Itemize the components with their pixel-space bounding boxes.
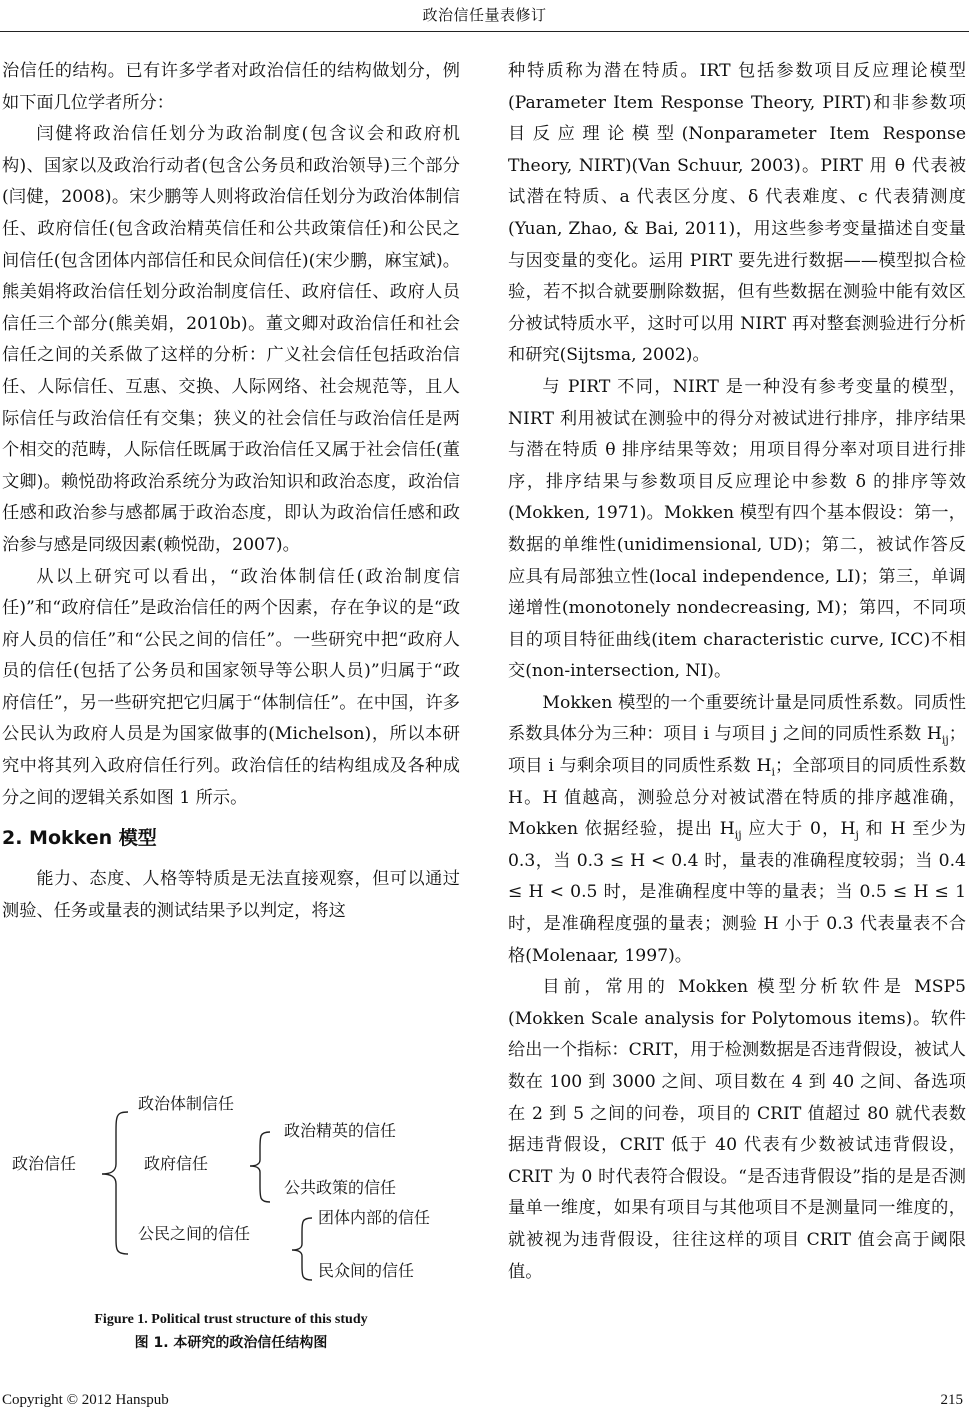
gov-brace [250, 1132, 270, 1202]
citizen-brace [292, 1218, 312, 1280]
main-brace [102, 1112, 128, 1254]
figure-caption-chinese: 图 1. 本研究的政治信任结构图 [134, 1335, 328, 1351]
right-paragraph-1: 种特质称为潜在特质。IRT 包括参数项目反应理论模型(Parameter Item Response Theory, PIRT)和非参数项目反应理论模型(Nonparameter Item Response Theory, NIRT)(Van Schuur, 2003)。PIRT 用 θ 代表被试潜在特质、a 代表区分度、δ 代表难度、c 代表猜测度(Yuan, Zhao, & Bai, 2011)，用这些参考变量描述自变量与因变量的变化。运用 PIRT 要先进行数据——模型拟合检验，若不拟合就要删除数据，但有些数据在测验中能有效区分被试特质水平，这时可以用 NIRT 再对整套测验进行分析和研究(Sijtsma, 2002)。 [508, 61, 966, 366]
right-paragraph-3 [508, 688, 966, 972]
footer-copyright: Copyright © 2012 Hanspub [2, 1392, 169, 1408]
figure-node-public-trust: 民众间的信任 [318, 1261, 415, 1280]
left-paragraph-2: 闫健将政治信任划分为政治制度(包含议会和政府机构)、国家以及政治行动者(包含公务员和政治领导)三个部分(闫健，2008)。宋少鹏等人则将政治信任划分为政治体制信任、政府信任(包含政治精英信任和公共政策信任)和公民之间信任(包含团体内部信任和民众间信任)(宋少鹏，麻宝斌)。熊美娟将政治信任划分政治制度信任、政府信任、政府人员信任三个部分(熊美娟，2010b)。董文卿对政治信任和社会信任之间的关系做了这样的分析：广义社会信任包括政治信任、人际信任、互惠、交换、人际网络、社会规范等，且人际信任与政治信任有交集；狭义的社会信任与政治信任是两个相交的范畴，人际信任既属于政治信任又属于社会信任(董文卿)。赖悦劭将政治系统分为政治知识和政治态度，政治信任感和政治参与感都属于政治态度，即认为政治信任感和政治参与感是同级因素(赖悦劭，2007)。 [2, 124, 460, 555]
figure-node-group-trust: 团体内部的信任 [318, 1208, 431, 1227]
left-paragraph-1: 治信任的结构。已有许多学者对政治信任的结构做划分，例如下面几位学者所分： [2, 61, 460, 113]
running-header-title: 政治信任量表修订 [422, 6, 547, 24]
figure-political-trust-structure [2, 1094, 460, 1294]
figure-node-policy-trust: 公共政策的信任 [284, 1178, 397, 1197]
right-column [508, 56, 966, 1288]
figure-root-node: 政治信任 [12, 1154, 77, 1173]
right-paragraph-2: 与 PIRT 不同，NIRT 是一种没有参考变量的模型，NIRT 利用被试在测验中的得分对被试进行排序，排序结果与潜在特质 θ 排序结果等效；用项目得分率对项目进行排序，排序结果与参数项目反应理论中参数 δ 的排序等效(Mokken, 1971)。Mokken 模型有四个基本假设：第一，数据的单维性(unidimensional, UD)；第二，被试作答反应具有局部独立性(local independence, LI)；第三，单调递增性(monotonely nondecreasing, M)；第四，不同项目的项目特征曲线(item characteristic curve, ICC)不相交(non-intersection, NI)。 [508, 376, 966, 682]
p3-sub-ij-2: ij [734, 828, 742, 842]
p3-sub-i: i [771, 765, 775, 779]
section-heading-mokken: 2. Mokken 模型 [2, 827, 157, 850]
figure-node-elite-trust: 政治精英的信任 [284, 1121, 397, 1140]
left-paragraph-3: 从以上研究可以看出，“政治体制信任(政治制度信任)”和“政府信任”是政治信任的两个因素，存在争议的是“政府人员的信任”和“公民之间的信任”。一些研究中把“政府人员的信任(包括了公务员和国家领导等公职人员)”归属于“政府信任”，另一些研究把它归属于“体制信任”。在中国，许多公民认为政府人员是为国家做事的(Michelson)，所以本研究中将其列入政府信任行列。政治信任的结构组成及各种成分之间的逻辑关系如图 1 所示。 [2, 566, 460, 808]
right-paragraph-4: 目前，常用的 Mokken 模型分析软件是 MSP5 (Mokken Scale analysis for Polytomous items)。软件给出一个指标：CRIT，用于检测数据是否违背假设，被试人数在 100 到 3000 之间、项目数在 4 到 40 之间、备选项在 2 到 5 之间的问卷，项目的 CRIT 值超过 80 就代表数据违背假设，CRIT 低于 40 代表有少数被试违背假设，CRIT 为 0 时代表符合假设。“是否违背假设”指的是是否测量单一维度，如果有项目与其他项目不是测量同一维度的，就被视为违背假设，往往这样的项目 CRIT 值会高于阈限值。 [508, 977, 966, 1282]
p3-text-b: ；项目 i 与剩余项目的同质性系数 H [508, 724, 966, 777]
figure-node-government-trust: 政府信任 [144, 1154, 209, 1173]
left-paragraph-4: 能力、态度、人格等特质是无法直接观察，但可以通过测验、任务或量表的测试结果予以判定，将这 [2, 869, 460, 921]
figure-caption-english: Figure 1. Political trust structure of this study [94, 1312, 368, 1327]
p3-sub-ij: ij [941, 733, 949, 747]
footer-page-number: 215 [940, 1392, 963, 1408]
p3-sub-j: j [855, 828, 859, 842]
figure-node-institution-trust: 政治体制信任 [138, 1094, 235, 1113]
header-rule [0, 31, 969, 32]
p3-text-a: Mokken 模型的一个重要统计量是同质性系数。同质性系数具体分为三种：项目 i 与项目 j 之间的同质性系数 H [508, 692, 966, 745]
p3-text-d: 应大于 0，H [741, 819, 856, 840]
p3-text-e: 和 H 至少为 0.3，当 0.3 ≤ H < 0.4 时，量表的准确程度较弱；当 0.4 ≤ H < 0.5 时，是准确程度中等的量表；当 0.5 ≤ H ≤ 1 时，是准确程度强的量表；测验 H 小于 0.3 代表量表不合格(Molenaar, 1997)。 [508, 819, 966, 966]
figure-node-citizen-trust: 公民之间的信任 [138, 1224, 251, 1243]
p3-text-c: ；全部项目的同质性系数 H。H 值越高，测验总分对被试潜在特质的排序越准确，Mokken 依据经验，提出 H [508, 756, 966, 840]
left-column [2, 56, 460, 927]
